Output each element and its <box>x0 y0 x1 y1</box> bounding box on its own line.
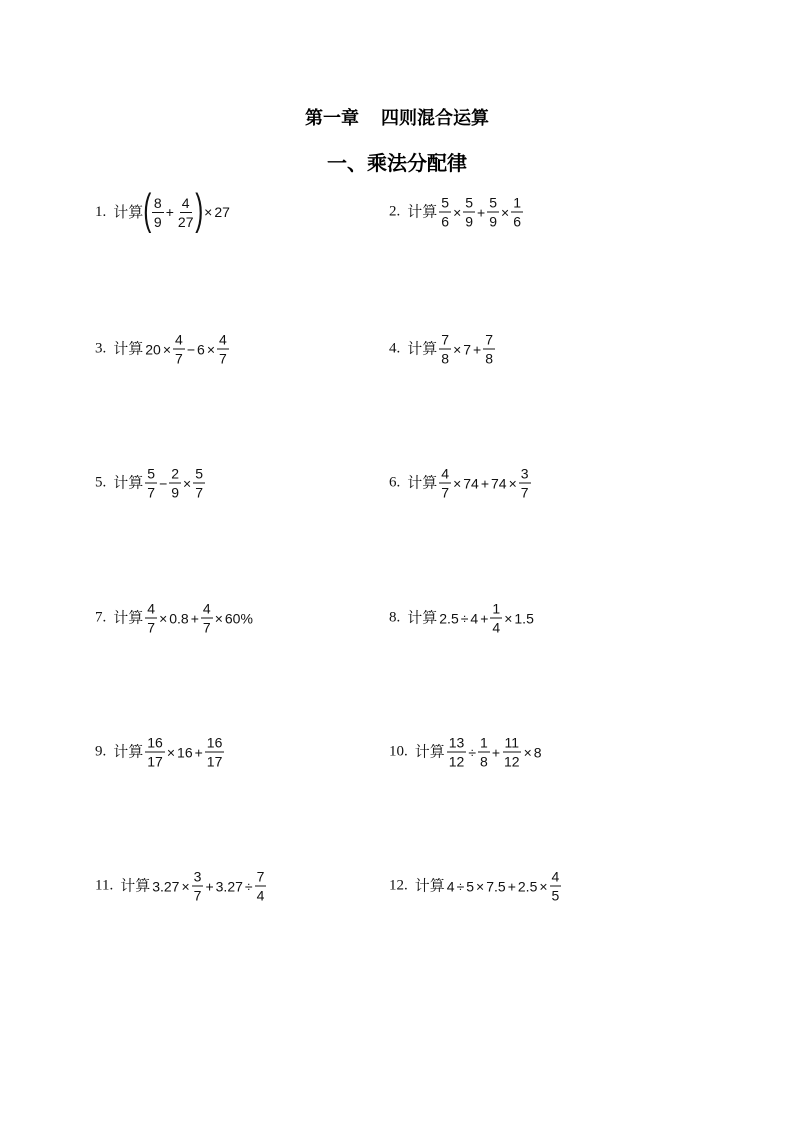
fraction-denominator: 6 <box>441 213 450 230</box>
problem-number: 5 <box>95 474 103 491</box>
fraction <box>169 467 181 500</box>
fraction-denominator: 4 <box>256 887 265 904</box>
problem-number-dot: . <box>102 340 107 357</box>
problem-4 <box>389 333 496 366</box>
fraction-numerator: 4 <box>441 465 450 482</box>
fraction <box>217 333 229 366</box>
fraction-denominator: 9 <box>171 484 180 501</box>
problem-label: 计算 <box>407 608 438 627</box>
problem-label: 计算 <box>407 202 438 221</box>
problem-label: 计算 <box>113 608 144 627</box>
plus-sign: + <box>473 341 482 357</box>
fraction-numerator: 5 <box>195 465 204 482</box>
problem-label: 计算 <box>414 742 445 761</box>
problem-number: 1 <box>95 203 103 220</box>
fraction-numerator: 5 <box>441 194 450 211</box>
math-expression <box>144 333 230 366</box>
fraction <box>439 333 451 366</box>
problem-12 <box>389 870 562 903</box>
number: 0.8 <box>169 610 189 626</box>
fraction <box>193 467 205 500</box>
number: 74 <box>491 475 507 491</box>
problem-label: 计算 <box>120 876 151 895</box>
fraction <box>145 467 157 500</box>
fraction-denominator: 27 <box>177 213 194 230</box>
number: 4 <box>470 610 479 626</box>
fraction-denominator: 7 <box>520 484 529 501</box>
number: 4 <box>446 878 455 894</box>
fraction-denominator: 7 <box>147 619 156 636</box>
fraction-numerator: 1 <box>492 600 501 617</box>
math-expression <box>446 870 563 903</box>
minus-sign: − <box>159 475 168 491</box>
fraction <box>439 196 451 229</box>
times-sign: × <box>504 610 513 626</box>
number: 20 <box>145 341 161 357</box>
fraction-denominator: 5 <box>551 887 560 904</box>
fraction <box>255 870 267 903</box>
number: 5 <box>466 878 475 894</box>
chapter-title <box>0 104 794 130</box>
math-expression <box>144 467 206 500</box>
fraction-denominator: 12 <box>504 753 520 770</box>
times-sign: × <box>523 744 532 760</box>
problem-number: 12 <box>389 877 404 894</box>
fraction <box>490 602 502 635</box>
fraction-denominator: 9 <box>153 213 162 230</box>
fraction-denominator: 8 <box>480 753 488 770</box>
times-sign: × <box>206 341 215 357</box>
math-expression <box>438 333 496 366</box>
problem-label: 计算 <box>113 742 144 761</box>
math-expression <box>143 185 231 234</box>
fraction <box>145 602 157 635</box>
math-expression <box>438 467 531 500</box>
chapter-number: 第一章 <box>305 108 359 129</box>
section-title: 一、乘法分配律 <box>327 151 467 175</box>
divide-sign: ÷ <box>244 878 253 894</box>
number: 3.27 <box>215 878 243 894</box>
times-sign: × <box>453 475 462 491</box>
fraction <box>439 467 451 500</box>
fraction <box>511 196 523 229</box>
fraction-numerator: 8 <box>153 194 162 211</box>
fraction <box>173 333 185 366</box>
problem-number-dot: . <box>396 609 401 626</box>
fraction <box>463 196 475 229</box>
fraction-numerator: 4 <box>551 868 560 885</box>
number: 6 <box>197 341 205 357</box>
divide-sign: ÷ <box>456 878 465 894</box>
fraction-denominator: 12 <box>448 753 465 770</box>
fraction-numerator: 11 <box>504 734 520 751</box>
number: 2.5 <box>439 610 459 626</box>
number: 2.5 <box>517 878 538 894</box>
times-sign: × <box>453 204 462 220</box>
minus-sign: − <box>186 341 196 357</box>
fraction-numerator: 16 <box>206 734 223 751</box>
fraction-numerator: 1 <box>513 194 522 211</box>
fraction <box>152 196 164 229</box>
fraction-denominator: 8 <box>441 350 450 367</box>
problem-6 <box>389 467 532 500</box>
fraction-denominator: 9 <box>465 213 474 230</box>
fraction <box>502 736 522 769</box>
divide-sign: ÷ <box>468 744 477 760</box>
problem-number: 10 <box>389 743 404 760</box>
fraction-denominator: 7 <box>219 350 227 367</box>
times-sign: × <box>159 610 168 626</box>
times-sign: × <box>204 204 213 220</box>
fraction-denominator: 7 <box>193 887 202 904</box>
fraction <box>176 196 196 229</box>
math-expression <box>151 870 267 903</box>
problem-2 <box>389 196 524 229</box>
plus-sign: + <box>480 475 490 491</box>
fraction-numerator: 5 <box>147 465 156 482</box>
problem-number-dot: . <box>404 877 408 894</box>
plus-sign: + <box>190 610 199 626</box>
math-expression <box>144 602 254 635</box>
number: 74 <box>463 475 479 491</box>
times-sign: × <box>476 878 485 894</box>
fraction <box>487 196 499 229</box>
fraction <box>192 870 204 903</box>
times-sign: × <box>501 204 510 220</box>
problem-1 <box>95 185 231 234</box>
problem-label: 计算 <box>113 473 144 492</box>
times-sign: × <box>162 341 172 357</box>
number: 1.5 <box>514 610 534 626</box>
number: 8 <box>533 744 542 760</box>
fraction-numerator: 7 <box>485 331 494 348</box>
fraction-numerator: 2 <box>171 465 180 482</box>
times-sign: × <box>453 341 462 357</box>
problem-3 <box>95 333 230 366</box>
problem-number-dot: . <box>109 877 114 894</box>
fraction <box>201 602 213 635</box>
problem-label: 计算 <box>407 473 438 492</box>
problem-label: 计算 <box>414 876 445 895</box>
problem-number: 7 <box>95 609 103 626</box>
fraction-denominator: 7 <box>175 350 183 367</box>
plus-sign: + <box>507 878 516 894</box>
times-sign: × <box>183 475 192 491</box>
times-sign: × <box>181 878 190 894</box>
problem-11 <box>95 870 267 903</box>
fraction-denominator: 7 <box>195 484 204 501</box>
number: 7 <box>463 341 472 357</box>
problem-number: 11 <box>95 877 110 894</box>
times-sign: × <box>539 878 548 894</box>
number: 16 <box>177 744 193 760</box>
problem-number-dot: . <box>396 340 401 357</box>
times-sign: × <box>214 610 223 626</box>
fraction <box>447 736 467 769</box>
fraction-numerator: 1 <box>480 734 488 751</box>
fraction <box>145 736 165 769</box>
problem-10 <box>389 736 543 769</box>
fraction-numerator: 4 <box>175 331 183 348</box>
fraction-denominator: 17 <box>206 753 223 770</box>
fraction-denominator: 6 <box>513 213 522 230</box>
math-expression <box>446 736 543 769</box>
plus-sign: + <box>480 610 489 626</box>
fraction <box>550 870 562 903</box>
right-parenthesis: ) <box>195 185 204 234</box>
fraction-numerator: 4 <box>202 600 211 617</box>
fraction-numerator: 5 <box>489 194 498 211</box>
fraction-denominator: 7 <box>441 484 450 501</box>
problem-7 <box>95 602 254 635</box>
fraction <box>205 736 225 769</box>
fraction-numerator: 7 <box>256 868 265 885</box>
fraction-numerator: 4 <box>219 331 227 348</box>
problem-number: 8 <box>389 609 397 626</box>
left-parenthesis: ( <box>143 185 152 234</box>
fraction-numerator: 3 <box>193 868 202 885</box>
problem-number: 2 <box>389 203 397 220</box>
problem-number: 6 <box>389 474 397 491</box>
divide-sign: ÷ <box>460 610 469 626</box>
times-sign: × <box>166 744 176 760</box>
problem-8 <box>389 602 535 635</box>
problem-number-dot: . <box>102 743 107 760</box>
plus-sign: + <box>205 878 214 894</box>
problem-number-dot: . <box>396 203 401 220</box>
problem-number-dot: . <box>102 474 107 491</box>
plus-sign: + <box>491 744 501 760</box>
times-sign: × <box>508 475 517 491</box>
fraction-denominator: 17 <box>147 753 163 770</box>
number: 7.5 <box>486 878 506 894</box>
fraction-numerator: 5 <box>465 194 474 211</box>
fraction-denominator: 8 <box>485 350 494 367</box>
fraction-numerator: 7 <box>441 331 450 348</box>
plus-sign: + <box>194 744 203 760</box>
math-expression <box>438 602 535 635</box>
problem-9 <box>95 736 225 769</box>
problem-number-dot: . <box>102 609 107 626</box>
problem-number: 4 <box>389 340 397 357</box>
problem-5 <box>95 467 206 500</box>
problem-number-dot: . <box>102 203 107 220</box>
plus-sign: + <box>477 204 486 220</box>
math-expression <box>438 196 524 229</box>
problem-number: 9 <box>95 743 103 760</box>
math-expression <box>144 736 225 769</box>
fraction <box>483 333 495 366</box>
fraction <box>478 736 490 769</box>
fraction <box>519 467 531 500</box>
plus-sign: + <box>165 204 174 220</box>
fraction-numerator: 16 <box>147 734 163 751</box>
fraction-numerator: 13 <box>448 734 465 751</box>
fraction-numerator: 4 <box>147 600 156 617</box>
number: 27 <box>214 204 230 220</box>
fraction-numerator: 3 <box>520 465 529 482</box>
problem-label: 计算 <box>407 339 438 358</box>
problem-label: 计算 <box>113 339 144 358</box>
fraction-denominator: 4 <box>492 619 501 636</box>
fraction-denominator: 7 <box>202 619 211 636</box>
problem-label: 计算 <box>113 202 144 221</box>
problem-number-dot: . <box>404 743 408 760</box>
number: 60% <box>224 610 253 626</box>
fraction-denominator: 7 <box>147 484 156 501</box>
number: 3.27 <box>152 878 180 894</box>
fraction-numerator: 4 <box>181 194 190 211</box>
chapter-name: 四则混合运算 <box>381 108 489 129</box>
fraction-denominator: 9 <box>489 213 498 230</box>
problem-number: 3 <box>95 340 103 357</box>
problem-number-dot: . <box>396 474 401 491</box>
